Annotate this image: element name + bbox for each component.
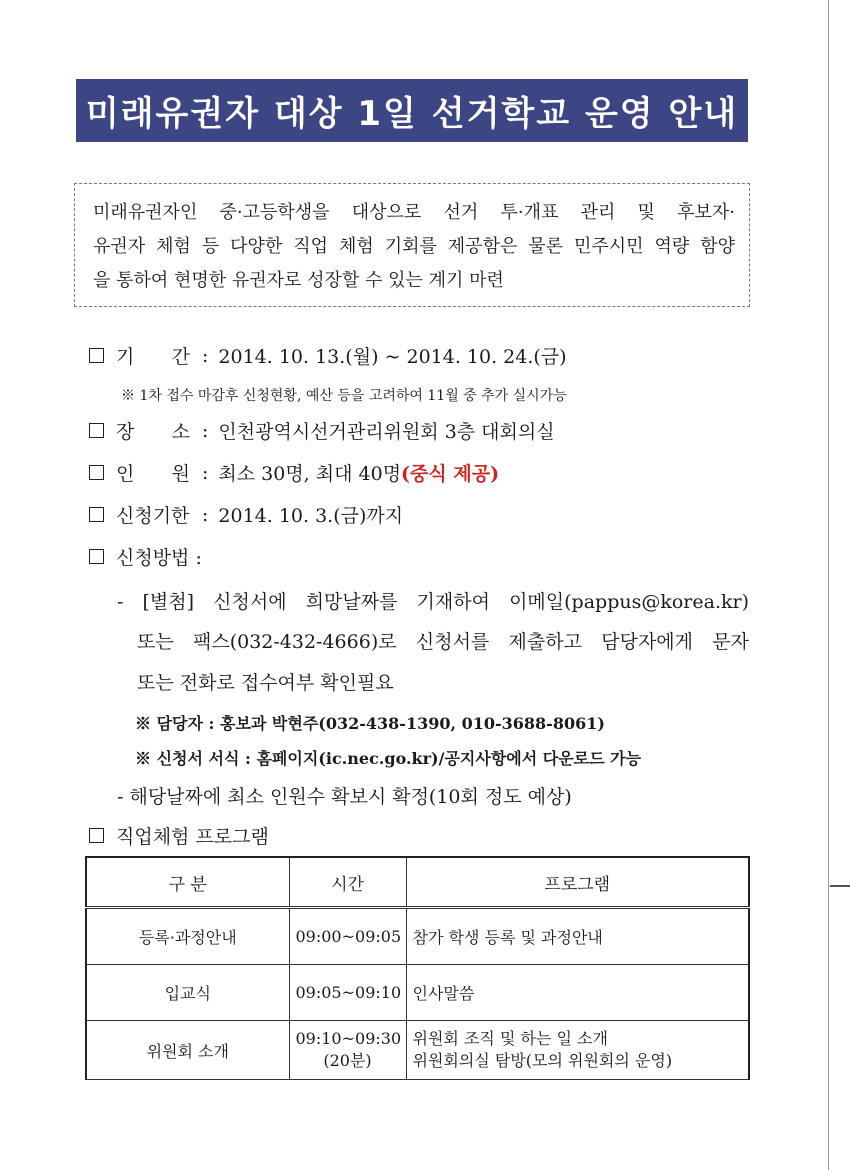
row-time-duration: (20분)	[323, 1051, 372, 1070]
table-row	[86, 965, 749, 1021]
method-line: 또는 전화로 접수여부 확인필요	[137, 672, 394, 694]
intro-box	[74, 183, 750, 307]
table-row	[86, 908, 749, 965]
row-content: 인사말씀	[406, 965, 749, 1021]
colon: :	[202, 461, 209, 484]
row-content	[406, 1021, 749, 1080]
people-row	[89, 459, 499, 486]
row-content-line: 위원회의실 탐방(모의 위원회의 운영)	[412, 1051, 673, 1070]
deadline-row	[89, 501, 403, 528]
checkbox-icon	[89, 348, 104, 363]
checkbox-icon	[89, 423, 104, 438]
colon: :	[202, 503, 209, 526]
row-time: 09:05~09:10	[289, 965, 406, 1021]
row-content: 참가 학생 등록 및 과정안내	[406, 908, 749, 965]
page-edge-line	[828, 0, 829, 1170]
lunch-provided-note: (중식 제공)	[401, 463, 500, 485]
colon: :	[202, 419, 209, 442]
period-label: 기 간	[116, 346, 190, 368]
program-label: 직업체험 프로그램	[116, 826, 269, 848]
header-program: 프로그램	[406, 857, 749, 908]
row-time: 09:00~09:05	[289, 908, 406, 965]
place-row	[89, 417, 555, 444]
header-category: 구 분	[86, 857, 289, 908]
period-row	[89, 342, 567, 369]
table-row	[86, 1021, 749, 1080]
row-content-line: 위원회 조직 및 하는 일 소개	[412, 1029, 608, 1048]
period-note: ※ 1차 접수 마감후 신청현황, 예산 등을 고려하여 11월 중 추가 실시가능	[121, 388, 567, 404]
intro-line: 미래유권자인 중·고등학생을 대상으로 선거 투·개표 관리 및 후보자·	[93, 202, 735, 223]
row-time-range: 09:10~09:30	[295, 1029, 402, 1048]
row-category: 입교식	[86, 965, 289, 1021]
intro-line: 유권자 체험 등 다양한 직업 체험 기회를 제공함은 물론 민주시민 역량 함양	[93, 236, 735, 257]
form-download-note: ※ 신청서 서식 : 홈페이지(ic.nec.go.kr)/공지사항에서 다운로드 가능	[135, 749, 642, 768]
row-time	[289, 1021, 406, 1080]
row-category: 위원회 소개	[86, 1021, 289, 1080]
deadline-label: 신청기한	[116, 505, 190, 527]
colon: :	[202, 344, 209, 367]
table-header-row	[86, 857, 749, 908]
confirm-note: - 해당날짜에 최소 인원수 확보시 확정(10회 정도 예상)	[117, 786, 572, 808]
checkbox-icon	[89, 549, 104, 564]
page-edge-mark	[830, 885, 850, 887]
checkbox-icon	[89, 828, 104, 843]
deadline-value: 2014. 10. 3.(금)까지	[218, 505, 404, 527]
program-table	[85, 856, 750, 1080]
people-value: 최소 30명, 최대 40명	[218, 463, 402, 485]
page-title: 미래유권자 대상 1일 선거학교 운영 안내	[76, 79, 748, 142]
intro-line: 을 통하여 현명한 유권자로 성장할 수 있는 계기 마련	[93, 270, 504, 291]
place-value: 인천광역시선거관리위원회 3층 대회의실	[218, 421, 555, 443]
row-category: 등록·과정안내	[86, 908, 289, 965]
checkbox-icon	[89, 507, 104, 522]
period-value: 2014. 10. 13.(월) ~ 2014. 10. 24.(금)	[218, 346, 567, 368]
program-row	[89, 822, 269, 849]
method-label: 신청방법 :	[116, 547, 202, 569]
place-label: 장 소	[116, 421, 190, 443]
method-line: 또는 팩스(032-432-4666)로 신청서를 제출하고 담당자에게 문자	[137, 631, 749, 653]
method-row	[89, 543, 202, 570]
people-label: 인 원	[116, 463, 190, 485]
method-line: - [별첨] 신청서에 희망날짜를 기재하여 이메일(pappus@korea.kr)	[117, 591, 749, 613]
contact-note: ※ 담당자 : 홍보과 박현주(032-438-1390, 010-3688-8061)	[135, 714, 605, 733]
header-time: 시간	[289, 857, 406, 908]
checkbox-icon	[89, 465, 104, 480]
